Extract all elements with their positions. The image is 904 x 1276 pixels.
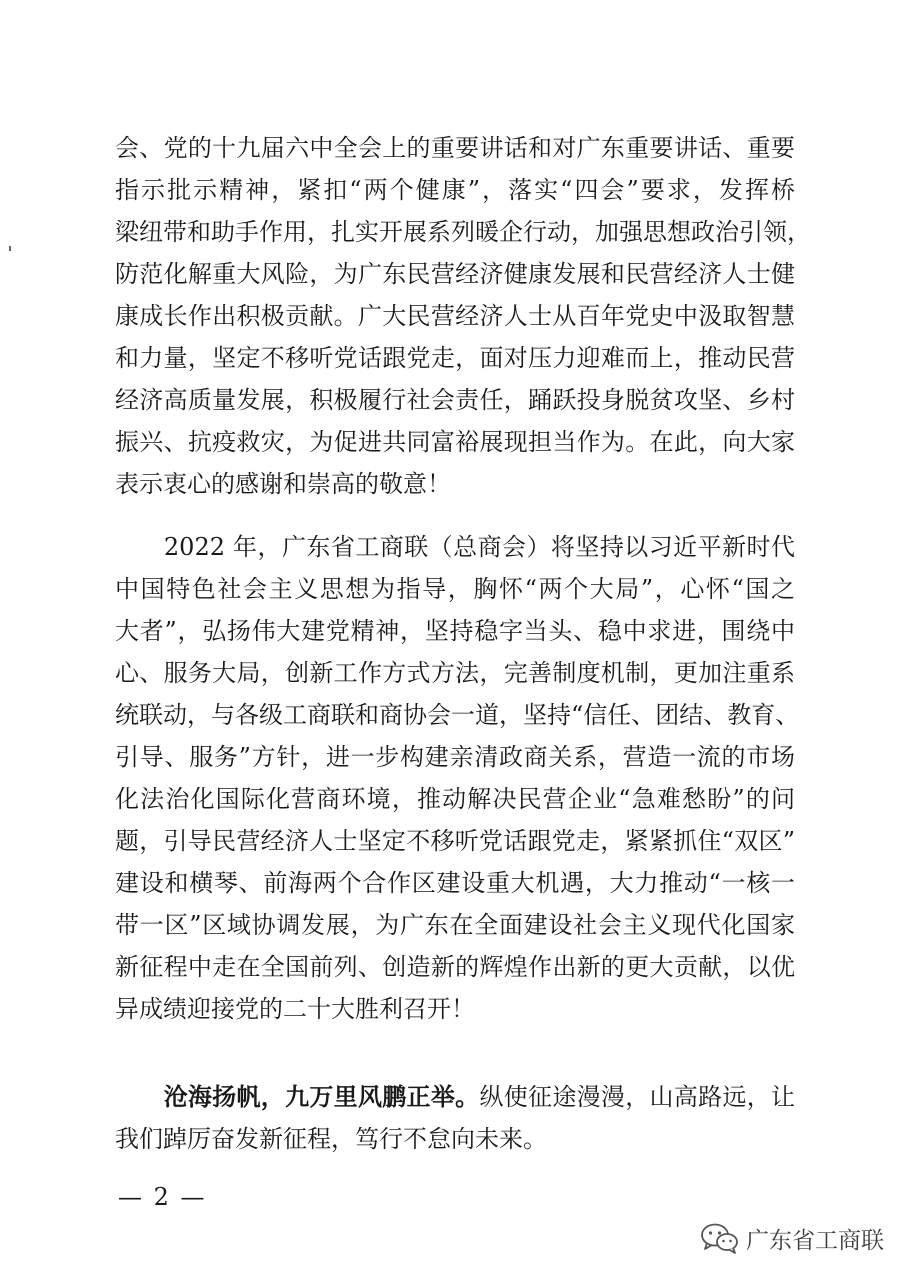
text-line: 指示批示精神，紧扣“两个健康”，落实“四会”要求，发挥桥 (115, 176, 795, 204)
text-line: 心、服务大局，创新工作方式方法，完善制度机制，更加注重系 (115, 659, 795, 687)
text-line: 会、党的十九届六中全会上的重要讲话和对广东重要讲话、重要 (115, 134, 795, 162)
text-line: 统联动，与各级工商联和商协会一道，坚持“信任、团结、教育、 (115, 701, 800, 729)
text-line: 大者”，弘扬伟大建党精神，坚持稳字当头、稳中求进，围绕中 (115, 617, 795, 645)
text-line: 异成绩迎接党的二十大胜利召开！ (115, 995, 475, 1023)
text-line: 梁纽带和助手作用，扎实开展系列暖企行动，加强思想政治引领， (115, 218, 811, 246)
watermark-label: 广东省工商联 (746, 1227, 884, 1254)
wechat-icon (700, 1221, 740, 1255)
text-line: 和力量，坚定不移听党话跟党走，面对压力迎难而上，推动民营 (115, 344, 795, 372)
text-line: 振兴、抗疫救灾，为促进共同富裕展现担当作为。在此，向大家 (115, 428, 795, 456)
text-line: 我们踔厉奋发新征程，笃行不怠向未来。 (115, 1125, 547, 1153)
text-line: 化法治化国际化营商环境，推动解决民营企业“急难愁盼”的问 (115, 785, 795, 813)
text-line: 带一区”区域协调发展，为广东在全面建设社会主义现代化国家 (115, 911, 795, 939)
page-number: — 2 — (118, 1183, 207, 1211)
text-line: 新征程中走在全国前列、创造新的辉煌作出新的更大贡献，以优 (115, 953, 795, 981)
paragraph-2 (115, 526, 800, 1030)
scan-speck (9, 246, 11, 251)
text-line: 经济高质量发展，积极履行社会责任，踊跃投身脱贫攻坚、乡村 (115, 386, 795, 414)
text-line: 表示衷心的感谢和崇高的敬意！ (115, 470, 451, 498)
lead-rest-text: 纵使征途漫漫，山高路远，让 (479, 1083, 796, 1111)
paragraph-1 (115, 127, 811, 505)
text-line: 2022 年，广东省工商联（总商会）将坚持以习近平新时代 (115, 533, 795, 561)
text-line: 防范化解重大风险，为广东民营经济健康发展和民营经济人士健 (115, 260, 795, 288)
bold-lead-text: 沧海扬帆，九万里风鹏正举。 (115, 1082, 480, 1111)
text-line: 建设和横琴、前海两个合作区建设重大机遇，大力推动“一核一 (115, 869, 795, 897)
text-line: 题，引导民营经济人士坚定不移听党话跟党走，紧紧抓住“双区” (115, 827, 795, 855)
text-line: 中国特色社会主义思想为指导，胸怀“两个大局”，心怀“国之 (115, 575, 795, 603)
text-line: 引导、服务”方针，进一步构建亲清政商关系，营造一流的市场 (115, 743, 795, 771)
watermark (700, 1220, 884, 1256)
paragraph-3 (115, 1076, 795, 1160)
text-line (115, 1076, 795, 1118)
text-line: 康成长作出积极贡献。广大民营经济人士从百年党史中汲取智慧 (115, 302, 795, 330)
